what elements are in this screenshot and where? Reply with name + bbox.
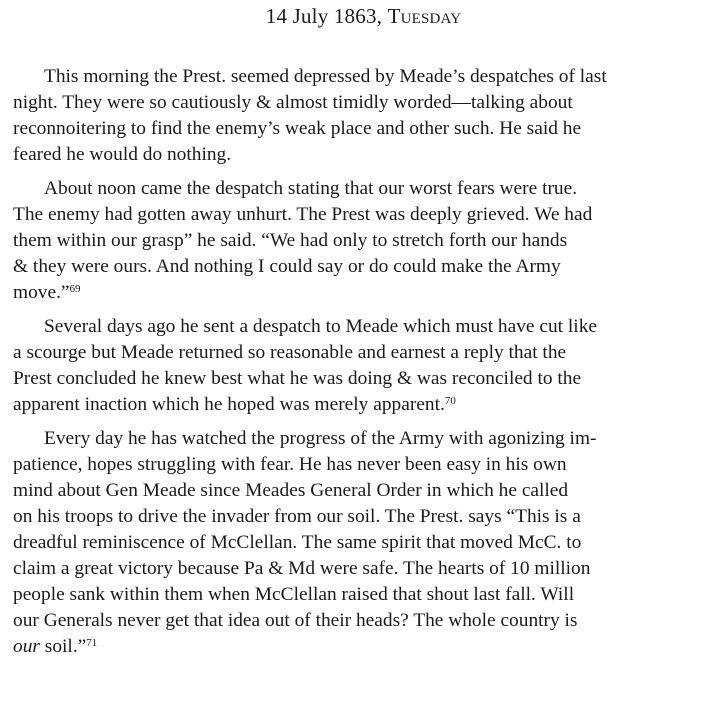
footnote-marker: 69 <box>69 283 81 295</box>
italic-word: our <box>13 636 40 657</box>
text-line-text: apparent inaction which he hoped was merely apparent. <box>13 394 445 415</box>
text-line: on his troops to drive the invader from our soil. The Prest. says “This is a <box>13 506 581 527</box>
text-line: reconnoitering to find the enemy’s weak place and other such. He said he <box>13 118 582 139</box>
footnote-marker: 71 <box>86 637 98 649</box>
text-line: Prest concluded he knew best what he was doing & was reconciled to the <box>13 368 582 389</box>
text-line-with-footnote <box>13 280 81 306</box>
text-line: a scourge but Meade returned so reasonable and earnest a reply that the <box>13 342 567 363</box>
text-line: mind about Gen Meade since Meades General Order in which he called <box>13 480 569 501</box>
text-line: dreadful reminiscence of McClellan. The same spirit that moved McC. to <box>13 532 582 553</box>
footnote-marker: 70 <box>444 395 456 407</box>
text-line-text: move.” <box>13 282 70 303</box>
text-line: feared he would do nothing. <box>13 144 232 165</box>
text-line-with-footnote <box>13 634 97 660</box>
text-line: our Generals never get that idea out of their heads? The whole country is <box>13 610 578 631</box>
text-line: claim a great victory because Pa & Md were safe. The hearts of 10 million <box>13 558 591 579</box>
entry-weekday: Tuesday <box>387 4 462 28</box>
text-line: them within our grasp” he said. “We had only to stretch forth our hands <box>13 230 568 251</box>
text-line: This morning the Prest. seemed depressed by Meade’s despatches of last <box>44 66 607 87</box>
text-line: patience, hopes struggling with fear. He has never been easy in his own <box>13 454 567 475</box>
text-line-with-footnote <box>13 392 456 418</box>
entry-date: 14 July 1863, <box>265 4 383 28</box>
text-line: night. They were so cautiously & almost timidly worded—talking about <box>13 92 573 113</box>
text-line: Several days ago he sent a despatch to Meade which must have cut like <box>44 316 597 337</box>
text-line: Every day he has watched the progress of the Army with agonizing im- <box>44 428 597 449</box>
text-line: people sank within them when McClellan raised that shout last fall. Will <box>13 584 575 605</box>
text-line-text: soil.” <box>44 636 87 657</box>
text-line: The enemy had gotten away unhurt. The Prest was deeply grieved. We had <box>13 204 593 225</box>
entry-heading <box>0 4 727 29</box>
text-line: About noon came the despatch stating that our worst fears were true. <box>44 178 578 199</box>
text-line: & they were ours. And nothing I could say or do could make the Army <box>13 256 561 277</box>
